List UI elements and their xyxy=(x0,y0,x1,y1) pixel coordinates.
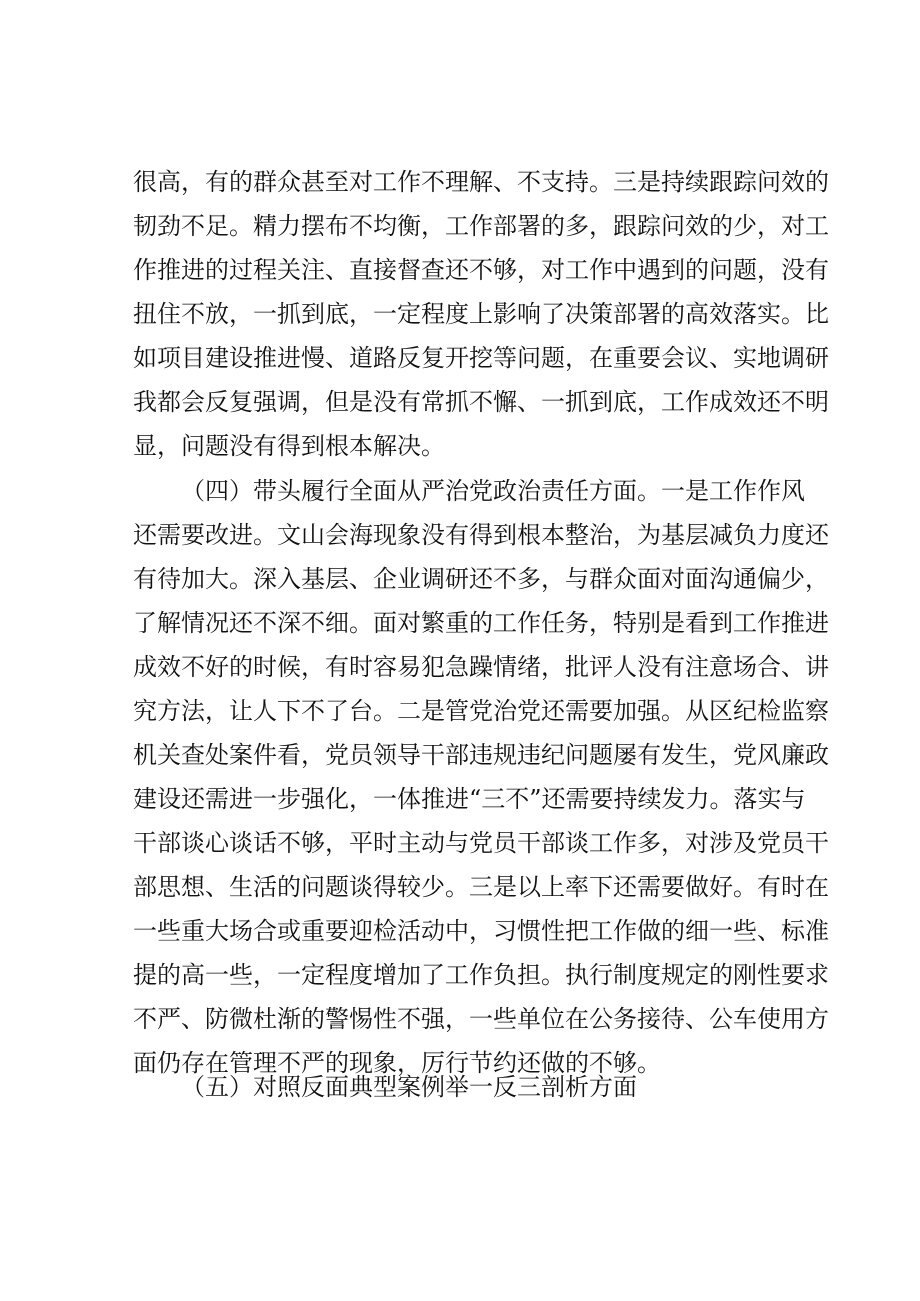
paragraph-line: 提的高一些，一定程度增加了工作负担。执行制度规定的刚性要求 xyxy=(133,961,829,989)
section-5-heading xyxy=(133,1065,805,1109)
paragraph-continuation xyxy=(133,160,829,468)
paragraph-line: 机关查处案件看，党员领导干部违规违纪问题屡有发生，党风廉政 xyxy=(133,741,829,769)
paragraph-line: 一些重大场合或重要迎检活动中，习惯性把工作做的细一些、标准 xyxy=(133,917,829,945)
paragraph-line: 面仍存在管理不严的现象，厉行节约还做的不够。 xyxy=(133,1049,661,1077)
paragraph-line: 部思想、生活的问题谈得较少。三是以上率下还需要做好。有时在 xyxy=(133,873,829,901)
paragraph-line: 干部谈心谈话不够，平时主动与党员干部谈工作多，对涉及党员干 xyxy=(133,829,829,857)
paragraph-section-4 xyxy=(133,469,829,1085)
paragraph-line: （四）带头履行全面从严治党政治责任方面。一是工作作风 xyxy=(181,477,805,505)
paragraph-line: 究方法，让人下不了台。二是管党治党还需要加强。从区纪检监察 xyxy=(133,697,829,725)
paragraph-line: 我都会反复强调，但是没有常抓不懈、一抓到底，工作成效还不明 xyxy=(133,388,829,416)
paragraph-line: 不严、防微杜渐的警惕性不强，一些单位在公务接待、公车使用方 xyxy=(133,1005,829,1033)
paragraph-line: 韧劲不足。精力摆布不均衡，工作部署的多，跟踪问效的少，对工 xyxy=(133,212,829,240)
paragraph-line: 很高，有的群众甚至对工作不理解、不支持。三是持续跟踪问效的 xyxy=(133,168,829,196)
paragraph-line: 还需要改进。文山会海现象没有得到根本整治，为基层减负力度还 xyxy=(133,521,829,549)
section-heading: （五）对照反面典型案例举一反三剖析方面 xyxy=(181,1073,637,1101)
paragraph-line: 扭住不放，一抓到底，一定程度上影响了决策部署的高效落实。比 xyxy=(133,300,829,328)
paragraph-line: 了解情况还不深不细。面对繁重的工作任务，特别是看到工作推进 xyxy=(133,609,829,637)
paragraph-line: 如项目建设推进慢、道路反复开挖等问题，在重要会议、实地调研 xyxy=(133,344,829,372)
paragraph-line: 作推进的过程关注、直接督查还不够，对工作中遇到的问题，没有 xyxy=(133,256,829,284)
paragraph-line: 建设还需进一步强化，一体推进“三不”还需要持续发力。落实与 xyxy=(133,785,806,813)
paragraph-line: 有待加大。深入基层、企业调研还不多，与群众面对面沟通偏少， xyxy=(133,565,829,593)
paragraph-line: 成效不好的时候，有时容易犯急躁情绪，批评人没有注意场合、讲 xyxy=(133,653,829,681)
paragraph-line: 显，问题没有得到根本解决。 xyxy=(133,432,445,460)
